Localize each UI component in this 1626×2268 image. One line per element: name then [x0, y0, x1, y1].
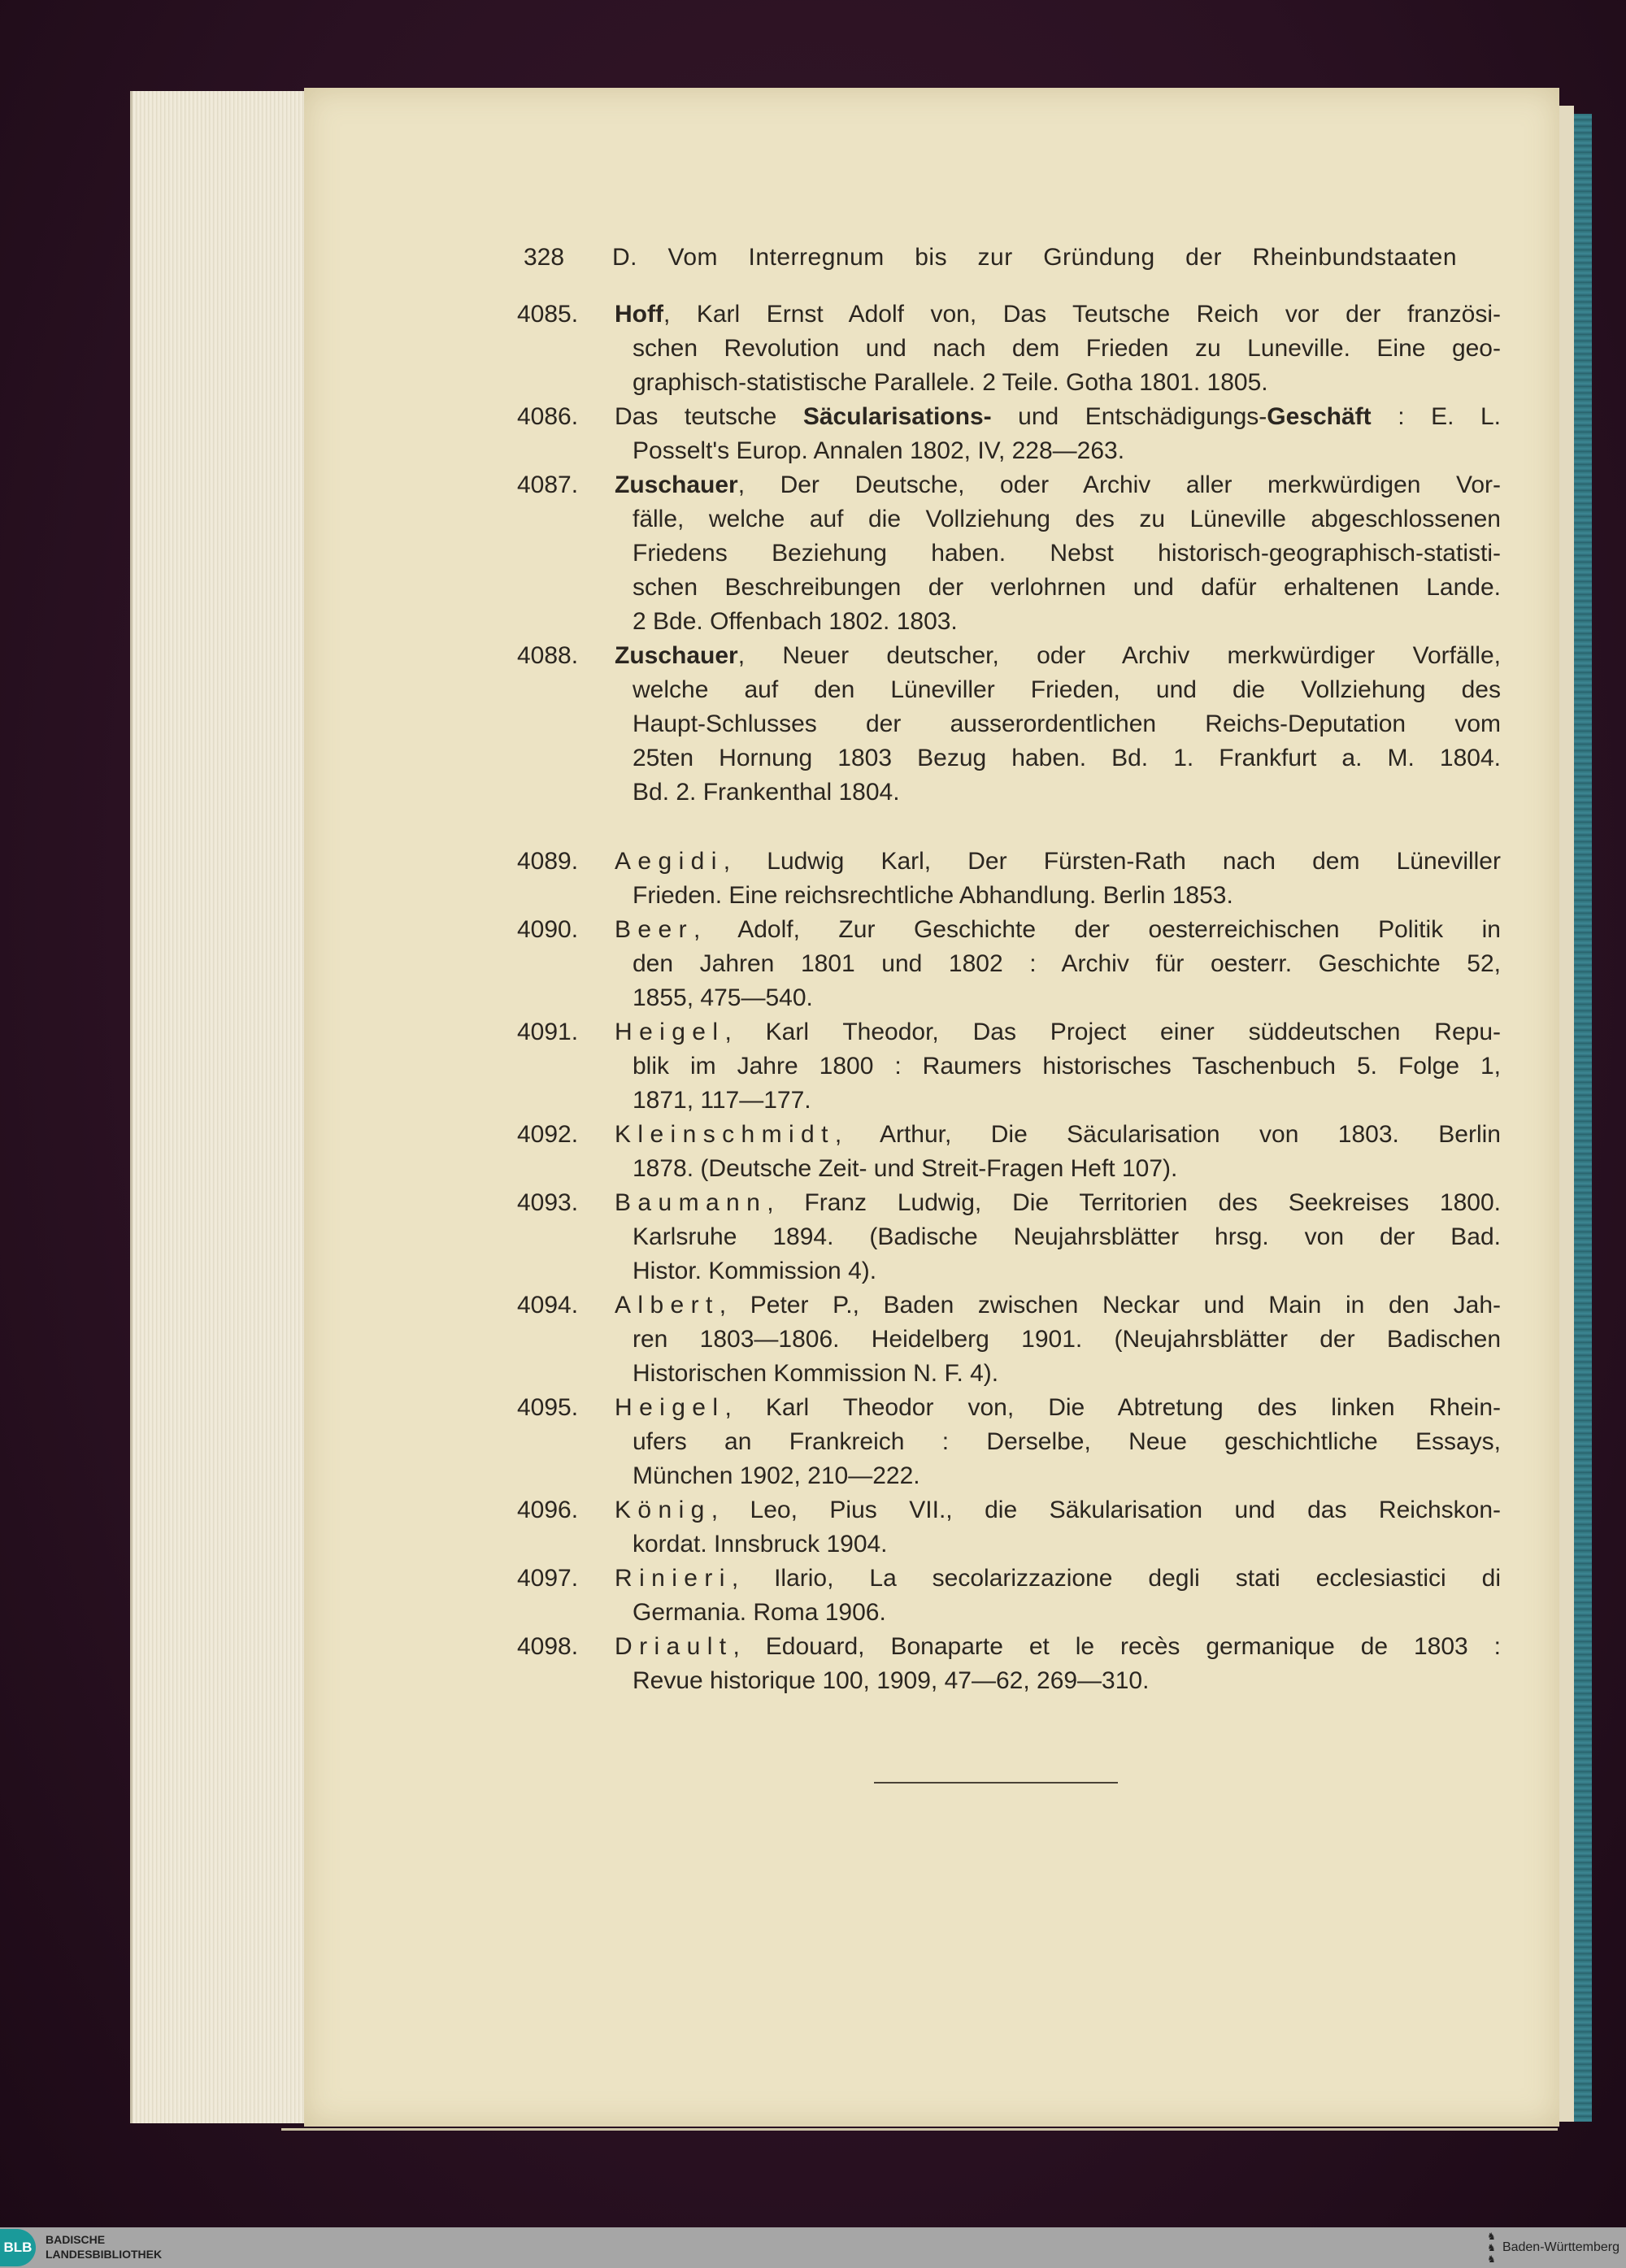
- entry-number: 4098.: [517, 1633, 579, 1660]
- entry-text: schen Beschreibungen der verlohrnen und dafür erhaltenen Lande.: [633, 574, 1501, 601]
- entry-text: München 1902, 210—222.: [633, 1462, 920, 1489]
- entry-line: [615, 1220, 1501, 1254]
- entry-line: [615, 1118, 1501, 1152]
- author-name: Kleinschmidt: [615, 1121, 835, 1148]
- entry-line: [615, 1084, 1501, 1118]
- entry-number: 4096.: [517, 1497, 579, 1523]
- bibliography-entry: [517, 1391, 1501, 1493]
- entry-line: [615, 981, 1501, 1015]
- entry-line: [615, 298, 1501, 332]
- bibliography-entry: [517, 1118, 1501, 1186]
- bold-keyword: Zuschauer: [615, 642, 738, 669]
- author-name: Driault: [615, 1633, 733, 1660]
- entry-text: 25ten Hornung 1803 Bezug haben. Bd. 1. Frankfurt a. M. 1804.: [633, 745, 1501, 771]
- entry-line: [615, 1015, 1501, 1049]
- entry-line: [615, 1493, 1501, 1527]
- bold-keyword: Säcularisations-: [802, 403, 992, 430]
- entry-line: [615, 776, 1501, 810]
- entry-text: ufers an Frankreich : Derselbe, Neue geschichtliche Essays,: [633, 1428, 1501, 1455]
- running-header: [524, 241, 1457, 275]
- entry-number: 4092.: [517, 1121, 579, 1148]
- entry-number: 4089.: [517, 848, 579, 875]
- entry-text: Bd. 2. Frankenthal 1804.: [633, 779, 900, 806]
- bibliography-entry: [517, 1493, 1501, 1562]
- entry-text: Friedens Beziehung haben. Nebst historisch-geographisch-statisti-: [633, 540, 1501, 567]
- entry-line: [615, 1288, 1501, 1323]
- entry-number: 4095.: [517, 1394, 579, 1421]
- bold-keyword: Geschäft: [1267, 403, 1372, 430]
- entry-text: graphisch-statistische Parallele. 2 Teile. Gotha 1801. 1805.: [633, 369, 1268, 396]
- entry-text: , Leo, Pius VII., die Säkularisation und das Reichskon-: [711, 1497, 1501, 1523]
- entry-line: [615, 1425, 1501, 1459]
- entry-text: Histor. Kommission 4).: [633, 1258, 877, 1284]
- bibliography-entry: [517, 468, 1501, 639]
- author-name: Albert: [615, 1292, 720, 1319]
- entry-line: [615, 1562, 1501, 1596]
- closing-rule: [874, 1782, 1118, 1784]
- bibliography-entry: [517, 639, 1501, 810]
- entry-text: 2 Bde. Offenbach 1802. 1803.: [633, 608, 958, 635]
- entry-text: Historischen Kommission N. F. 4).: [633, 1360, 999, 1387]
- entry-text: welche auf den Lüneviller Frieden, und die Vollziehung des: [633, 676, 1501, 703]
- entry-line: [615, 434, 1501, 468]
- entry-text: , Ilario, La secolarizzazione degli stati ecclesiastici di: [731, 1565, 1501, 1592]
- entry-line: [615, 400, 1501, 434]
- entry-number: 4091.: [517, 1019, 579, 1045]
- author-name: Baumann: [615, 1189, 767, 1216]
- bibliography-entry: [517, 298, 1501, 400]
- entry-text: kordat. Innsbruck 1904.: [633, 1531, 888, 1558]
- running-title: D. Vom Interregnum bis zur Gründung der Rheinbundstaaten: [612, 244, 1457, 271]
- entry-text: Das teutsche: [615, 403, 803, 430]
- entry-text: , Peter P., Baden zwischen Neckar und Main in den Jah-: [719, 1292, 1501, 1319]
- entry-line: [615, 1357, 1501, 1391]
- bold-keyword: Zuschauer: [615, 471, 738, 498]
- entry-text: ren 1803—1806. Heidelberg 1901. (Neujahrsblätter der Badischen: [633, 1326, 1501, 1353]
- entry-line: [615, 1391, 1501, 1425]
- book-cover-edge: [1574, 114, 1592, 2122]
- entry-text: Germania. Roma 1906.: [633, 1599, 886, 1626]
- right-page-edge: [1559, 106, 1574, 2122]
- entry-text: 1855, 475—540.: [633, 984, 813, 1011]
- entry-text: Haupt-Schlusses der ausserordentlichen Reichs-Deputation vom: [633, 710, 1501, 737]
- entry-text: blik im Jahre 1800 : Raumers historisches Taschenbuch 5. Folge 1,: [633, 1053, 1501, 1080]
- page-stack-edges: [130, 91, 308, 2123]
- bibliography-entry: [517, 1562, 1501, 1630]
- entry-line: [615, 571, 1501, 605]
- entry-number: 4090.: [517, 916, 579, 943]
- entry-text: schen Revolution und nach dem Frieden zu Luneville. Eine geo-: [633, 335, 1501, 362]
- state-logo[interactable]: [1487, 2227, 1619, 2268]
- entry-text: , Karl Ernst Adolf von, Das Teutsche Reich vor der französi-: [663, 301, 1501, 328]
- entry-text: , Edouard, Bonaparte et le recès germanique de 1803 :: [733, 1633, 1501, 1660]
- entry-text: , Der Deutsche, oder Archiv aller merkwürdigen Vor-: [737, 471, 1501, 498]
- entry-line: [615, 1049, 1501, 1084]
- entry-line: [615, 1664, 1501, 1698]
- entry-text: 1878. (Deutsche Zeit- und Streit-Fragen Heft 107).: [633, 1155, 1178, 1182]
- author-name: Rinieri: [615, 1565, 732, 1592]
- entry-line: [615, 537, 1501, 571]
- author-name: Aegidi: [615, 848, 724, 875]
- bold-keyword: Hoff: [615, 301, 663, 328]
- lions-icon: ♞ ♞ ♞: [1487, 2231, 1496, 2265]
- bibliography-entry: [517, 1630, 1501, 1698]
- bibliography-entry: [517, 845, 1501, 913]
- library-name: [46, 2232, 162, 2261]
- entry-text: , Adolf, Zur Geschichte der oesterreichischen Politik in: [693, 916, 1501, 943]
- entry-number: 4088.: [517, 642, 579, 669]
- author-name: Heigel: [615, 1019, 725, 1045]
- entry-number: 4097.: [517, 1565, 579, 1592]
- entry-text: 1871, 117—177.: [633, 1087, 811, 1114]
- entry-line: [615, 468, 1501, 502]
- bibliography-entry: [517, 1015, 1501, 1118]
- entry-line: [615, 947, 1501, 981]
- bibliography-entry: [517, 400, 1501, 468]
- library-name-line2: LANDESBIBLIOTHEK: [46, 2248, 163, 2261]
- entry-line: [615, 673, 1501, 707]
- entry-text: Frieden. Eine reichsrechtliche Abhandlung. Berlin 1853.: [633, 882, 1233, 909]
- entry-text: , Neuer deutscher, oder Archiv merkwürdiger Vorfälle,: [737, 642, 1501, 669]
- entry-text: , Karl Theodor, Das Project einer süddeutschen Repu-: [724, 1019, 1501, 1045]
- entry-line: [615, 1323, 1501, 1357]
- bibliography-entry: [517, 913, 1501, 1015]
- entry-text: Revue historique 100, 1909, 47—62, 269—310.: [633, 1667, 1150, 1694]
- entry-line: [615, 366, 1501, 400]
- entry-text: , Arthur, Die Säcularisation von 1803. Berlin: [834, 1121, 1501, 1148]
- entry-text: , Karl Theodor von, Die Abtretung des linken Rhein-: [724, 1394, 1501, 1421]
- entry-number: 4085.: [517, 301, 579, 328]
- library-name-line1: BADISCHE: [46, 2233, 106, 2246]
- entry-text: fälle, welche auf die Vollziehung des zu Lüneville abgeschlossenen: [633, 506, 1501, 532]
- bibliography-entry: [517, 1288, 1501, 1391]
- entry-line: [615, 1459, 1501, 1493]
- entry-text: Karlsruhe 1894. (Badische Neujahrsblätter hrsg. von der Bad.: [633, 1223, 1501, 1250]
- entry-number: 4094.: [517, 1292, 579, 1319]
- entry-line: [615, 639, 1501, 673]
- entry-line: [615, 1596, 1501, 1630]
- entry-line: [615, 913, 1501, 947]
- author-name: Beer: [615, 916, 693, 943]
- page-bottom-edge: [281, 2065, 1558, 2131]
- entry-text: , Ludwig Karl, Der Fürsten-Rath nach dem Lüneviller: [723, 848, 1501, 875]
- author-name: König: [615, 1497, 711, 1523]
- entry-line: [615, 1254, 1501, 1288]
- bibliography-list: [517, 298, 1501, 1698]
- entry-text: Posselt's Europ. Annalen 1802, IV, 228—263.: [633, 437, 1125, 464]
- entry-line: [615, 502, 1501, 537]
- entry-line: [615, 879, 1501, 913]
- entry-line: [615, 332, 1501, 366]
- blb-logo[interactable]: BLB: [0, 2229, 36, 2266]
- entry-line: [615, 1630, 1501, 1664]
- entry-line: [615, 707, 1501, 741]
- page-number: 328: [524, 244, 565, 271]
- entry-text: , Franz Ludwig, Die Territorien des Seekreises 1800.: [767, 1189, 1501, 1216]
- author-name: Heigel: [615, 1394, 725, 1421]
- bibliography-entry: [517, 1186, 1501, 1288]
- entry-line: [615, 741, 1501, 776]
- entry-line: [615, 605, 1501, 639]
- entry-line: [615, 1527, 1501, 1562]
- entry-number: 4086.: [517, 403, 579, 430]
- entry-text: den Jahren 1801 und 1802 : Archiv für oesterr. Geschichte 52,: [633, 950, 1501, 977]
- entry-line: [615, 1186, 1501, 1220]
- entry-number: 4087.: [517, 471, 579, 498]
- entry-text: : E. L.: [1371, 403, 1501, 430]
- entry-line: [615, 845, 1501, 879]
- entry-text: und Entschädigungs-: [991, 403, 1267, 430]
- entry-line: [615, 1152, 1501, 1186]
- entry-number: 4093.: [517, 1189, 579, 1216]
- state-name: Baden-Württemberg: [1502, 2240, 1619, 2254]
- footer-bar: [0, 2227, 1626, 2268]
